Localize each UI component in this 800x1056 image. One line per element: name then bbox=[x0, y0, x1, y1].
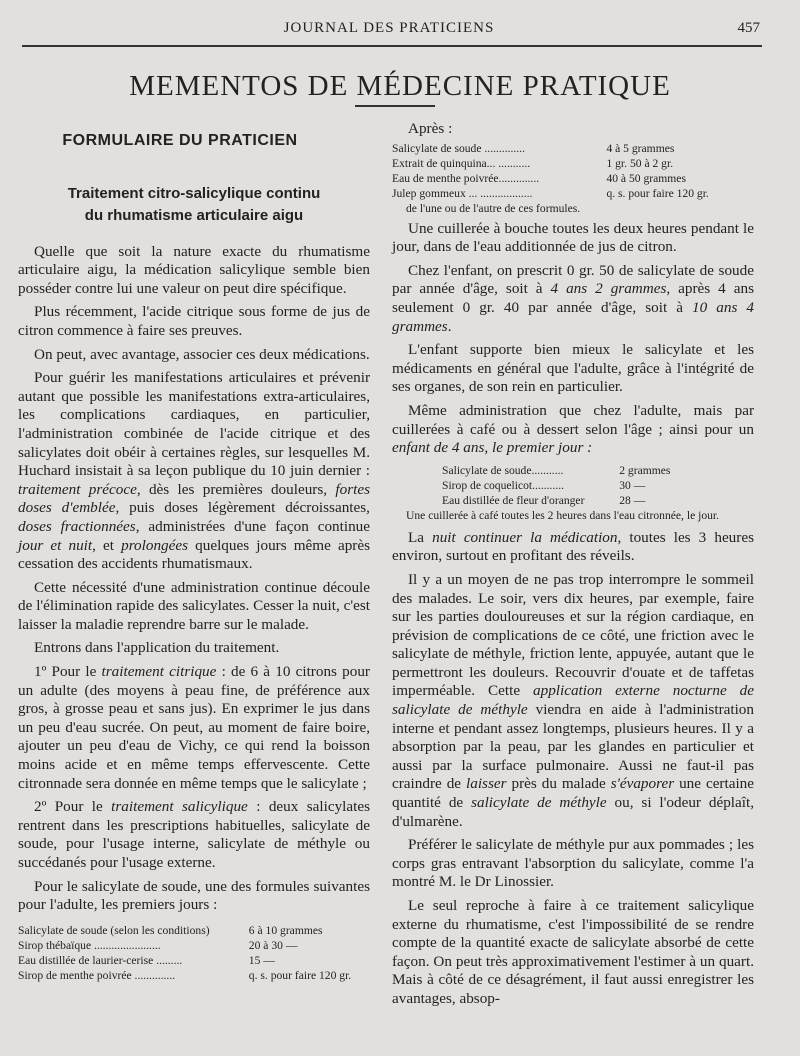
paragraph: L'enfant supporte bien mieux le salicylate et les médicaments en général que l'adulte, grâce à l'intégrité de ses organes, de son rein en particulier. bbox=[392, 341, 754, 396]
right-column bbox=[392, 120, 754, 1014]
formula-row: Sirop thébaïque ....................... 20 à 30 — bbox=[18, 938, 298, 952]
paragraph: Entrons dans l'application du traitement. bbox=[34, 639, 280, 657]
formula-row: Sirop de menthe poivrée .............. q. s. pour faire 120 gr. bbox=[18, 968, 352, 982]
main-title: MEMENTOS DE MÉDECINE PRATIQUE bbox=[129, 70, 671, 102]
paragraph: Pour guérir les manifestations articulaires et prévenir autant que possible les manifestations extra-articulaires, les complications cardiaques, en particulier, l'administration combinée de l'acide citrique et des salicylates doit obéir à certaines règles, sur lesquelles M. Huchard insistait à sa leçon publique du 10 juin dernier : traitement précoce, dès les premières douleurs, fortes doses d'emblée, puis doses légèrement décroissantes, doses fractionnées, administrées d'une façon continue jour et nuit, et prolongées quelques jours même après cessation des accidents rhumatismaux. bbox=[18, 369, 371, 573]
formula-adult bbox=[18, 923, 370, 983]
formula-row: Salicylate de soude .............. 4 à 5 grammes bbox=[392, 141, 675, 155]
formula-row: Salicylate de soude........... 2 grammes bbox=[442, 463, 671, 477]
page-number: 457 bbox=[737, 20, 760, 36]
formula-row: Julep gommeux ... .................. q. s. pour faire 120 gr. bbox=[392, 186, 709, 200]
formula-row: Extrait de quinquina... ........... 1 gr. 50 à 2 gr. bbox=[392, 156, 674, 170]
formula-row: Eau de menthe poivrée.............. 40 à 50 grammes bbox=[392, 171, 686, 185]
article-title-line1: Traitement citro-salicylique continu bbox=[67, 184, 321, 202]
left-column bbox=[18, 120, 370, 983]
formula-row: Eau distillée de laurier-cerise ......... 15 — bbox=[18, 953, 275, 967]
paragraph: Même administration que chez l'adulte, mais par cuillerées à café ou à dessert selon l'âge ; ainsi pour un enfant de 4 ans, le premier jour : bbox=[392, 401, 754, 457]
paragraph: 2º Pour le traitement salicylique : deux salicylates rentrent dans les prescriptions habituelles, salicylate de soude, pour l'usage interne, salicylate de méthyle ou succédanés pour l'usage externe. bbox=[18, 798, 371, 871]
formula-note: de l'une ou de l'autre de ces formules. bbox=[406, 201, 581, 215]
paragraph: Plus récemment, l'acide citrique sous forme de jus de citron commence à faire ses preuves. bbox=[18, 303, 370, 339]
formula-row: Sirop de coquelicot........... 30 — bbox=[442, 478, 646, 492]
paragraph: Une cuillerée à bouche toutes les deux heures pendant le jour, dans de l'eau additionnée de jus de citron. bbox=[392, 219, 754, 256]
paragraph: Chez l'enfant, on prescrit 0 gr. 50 de salicylate de soude par année d'âge, soit à 4 ans 2 grammes, après 4 ans seulement 0 gr. 40 par année d'âge, soit à 10 ans 4 grammes. bbox=[392, 261, 754, 335]
article-title-line2: du rhumatisme articulaire aigu bbox=[84, 206, 304, 224]
paragraph: Pour le salicylate de soude, une des formules suivantes pour l'adulte, les premiers jours : bbox=[18, 877, 370, 914]
running-title: JOURNAL DES PRATICIENS bbox=[283, 20, 495, 36]
paragraph: 1º Pour le traitement citrique : de 6 à 10 citrons pour un adulte (des moyens à peau fine, de préférence aux gros, à grosse peau et sans jus). En exprimer le jus dans un peu d'eau sucrée. On peut, au moment de faire boire, ajouter un peu d'eau de Vichy, ce qui rend la boisson moins acide et en même temps effervescente. Cette citronnade sera donnée en même temps que le salicylate ; bbox=[18, 663, 370, 792]
paragraph: Cette nécessité d'une administration continue découle de l'élimination rapide des salicylates. Cesser la nuit, c'est laisser la maladie reprendre barre sur le malade. bbox=[18, 578, 370, 633]
formula-row: Salicylate de soude (selon les conditions) 6 à 10 grammes bbox=[18, 923, 323, 937]
article-title bbox=[18, 183, 370, 227]
paragraph: Le seul reproche à faire à ce traitement salicylique externe du rhumatisme, c'est l'impossibilité de se rendre compte de la quantité exacte de salicylate absorbé de cette façon. On peut très approximativement l'estimer à un quart. Mais à côté de ce désagrément, il faut aussi enregistrer les avantages, absop- bbox=[392, 897, 754, 1007]
apres-label: Après : bbox=[408, 120, 453, 137]
formula-after bbox=[392, 141, 754, 201]
paragraph: La nuit continuer la médication, toutes les 3 heures environ, surtout en profitant des réveils. bbox=[392, 528, 754, 565]
paragraph: Quelle que soit la nature exacte du rhumatisme articulaire aigu, la médication salicylique semble bien posséder contre lui une valeur on peut dire spécifique. bbox=[18, 242, 370, 297]
formula-row: Eau distillée de fleur d'oranger 28 — bbox=[442, 493, 646, 507]
paragraph: Il y a un moyen de ne pas trop interrompre le sommeil des malades. Le soir, vers dix heures, par exemple, faire sur les parties douloureuses et sur la région cardiaque, en prévision de complications de ce côté, une friction avec le salicylate de méthyle, friction lente, appuyée, autant que le permettront les douleurs. Recouvrir d'ouate et de taffetas imperméable. Cette application externe nocturne de salicylate de méthyle viendra en aide à l'administration interne et pendant assez longtemps, plusieurs heures. Il y a absorption par la peau, par les glandes en particulier et aussi par la surface pulmonaire. Aussi ne faut-il pas craindre de laisser près du malade s'évaporer une certaine quantité de salicylate de méthyle ou, si l'odeur déplaît, d'ulmarène. bbox=[392, 570, 755, 830]
title-underline bbox=[355, 105, 435, 107]
formula-note: Une cuillerée à café toutes les 2 heures dans l'eau citronnée, le jour. bbox=[406, 508, 720, 522]
paragraph: On peut, avec avantage, associer ces deux médications. bbox=[34, 345, 370, 363]
page-header bbox=[18, 18, 760, 42]
section-rubric: FORMULAIRE DU PRATICIEN bbox=[62, 132, 298, 149]
header-rule bbox=[22, 45, 762, 47]
formula-child bbox=[442, 463, 682, 508]
paragraph: Préférer le salicylate de méthyle pur aux pommades ; les corps gras entravant l'absorption du salicylate, comme l'a montré M. le Dr Linossier. bbox=[392, 836, 754, 891]
